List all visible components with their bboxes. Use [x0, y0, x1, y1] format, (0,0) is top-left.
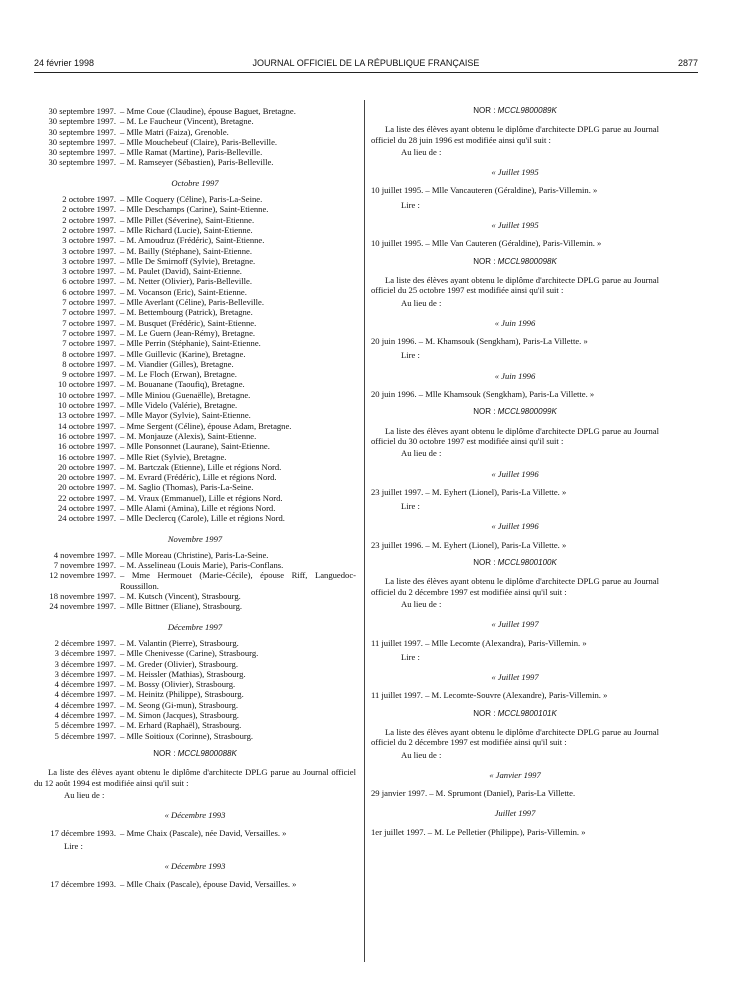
entry-text: – M. Kutsch (Vincent), Strasbourg. — [120, 591, 241, 602]
list-item: 23 juillet 1996. – M. Eyhert (Lionel), Paris-La Villette. » — [371, 539, 567, 550]
entry-date: 2 octobre 1997. — [62, 224, 116, 235]
list-item — [34, 256, 356, 266]
list-item — [34, 246, 356, 256]
list-item — [34, 659, 356, 669]
entry-date: 14 octobre 1997. — [58, 420, 116, 431]
entry-date: 2 octobre 1997. — [62, 204, 116, 215]
entry-date: 13 octobre 1997. — [58, 410, 116, 421]
entry-text: – Mlle Soitioux (Corinne), Strasbourg. — [120, 730, 254, 741]
entry-date: 10 octobre 1997. — [58, 400, 116, 411]
entry-date: 5 décembre 1997. — [54, 720, 116, 731]
entry-text: – M. Netter (Olivier), Paris-Belleville. — [120, 276, 252, 287]
amendment-paragraph: La liste des élèves ayant obtenu le diplôme d'architecte DPLG parue au Journal officiel du 25 octobre 1997 est modifiée ainsi qu'il suit : — [371, 274, 659, 296]
list-item — [34, 379, 356, 389]
au-lieu-de: Au lieu de : — [401, 146, 442, 157]
list-item — [34, 400, 356, 410]
list-item — [34, 472, 356, 482]
section-heading: « Juillet 1997 — [491, 672, 539, 683]
entry-date: 2 décembre 1997. — [54, 637, 116, 648]
list-item — [34, 679, 356, 689]
lire: Lire : — [401, 350, 420, 361]
entry-date: 2 octobre 1997. — [62, 214, 116, 225]
list-item — [34, 338, 356, 348]
entry-text: – M. Bailly (Stéphane), Saint-Etienne. — [120, 245, 252, 256]
list-item: 23 juillet 1997. – M. Eyhert (Lionel), Paris-La Villette. » — [371, 486, 567, 497]
list-item — [34, 194, 356, 204]
entry-text: – M. Saglio (Thomas), Paris-La-Seine. — [120, 482, 254, 493]
entry-date: 9 octobre 1997. — [62, 369, 116, 380]
entry-date: 4 décembre 1997. — [54, 679, 116, 690]
entry-text: – M. Bossy (Olivier), Strasbourg. — [120, 679, 236, 690]
list-item: 17 décembre 1993. – Mlle Chaix (Pascale), épouse David, Versailles. » — [50, 879, 297, 890]
entry-text: – Mlle Declercq (Carole), Lille et régions Nord. — [120, 513, 285, 524]
entry-text: – Mlle Riet (Sylvie), Bretagne. — [120, 451, 227, 462]
entry-date: 7 octobre 1997. — [62, 297, 116, 308]
au-lieu-de: Au lieu de : — [401, 598, 442, 609]
list-item — [34, 318, 356, 328]
list-item: 1er juillet 1997. – M. Le Pelletier (Philippe), Paris-Villemin. » — [371, 826, 586, 837]
list-item — [34, 215, 356, 225]
nor-reference: NOR : MCCL9800098K — [473, 256, 557, 266]
entry-date: 24 novembre 1997. — [49, 601, 116, 612]
header-rule — [34, 72, 698, 73]
nor-reference: NOR : MCCL9800089K — [473, 106, 557, 115]
entry-date: 30 septembre 1997. — [48, 136, 116, 147]
month-heading-november: Novembre 1997 — [167, 533, 223, 544]
month-heading-december: Décembre 1997 — [167, 621, 223, 632]
entry-text: – Mlle De Smirnoff (Sylvie), Bretagne. — [120, 255, 256, 266]
entry-text: – Mlle Deschamps (Carine), Saint-Etienne. — [120, 204, 269, 215]
list-item — [34, 648, 356, 658]
entry-text: – M. Bouanane (Taoufiq), Bretagne. — [120, 379, 245, 390]
entry-date: 4 décembre 1997. — [54, 699, 116, 710]
list-item — [34, 550, 356, 560]
month-heading-october: Octobre 1997 — [171, 177, 219, 188]
list-item — [34, 297, 356, 307]
entry-date: 3 décembre 1997. — [54, 648, 116, 659]
au-lieu-de: Au lieu de : — [401, 448, 442, 459]
entry-text: – M. Viandier (Gilles), Bretagne. — [120, 358, 234, 369]
au-lieu-de: Au lieu de : — [64, 789, 105, 800]
list-item — [34, 137, 356, 147]
section-heading: « Juillet 1996 — [491, 521, 539, 532]
entry-date: 3 octobre 1997. — [62, 235, 116, 246]
entry-text: – Mlle Coquery (Céline), Paris-La-Seine. — [120, 194, 263, 205]
entry-text: – M. Vraux (Emmanuel), Lille et régions Nord. — [120, 492, 283, 503]
entry-date: 3 décembre 1997. — [54, 658, 116, 669]
header-page-number: 2877 — [677, 58, 698, 68]
entry-date: 6 octobre 1997. — [62, 276, 116, 287]
entry-date: 7 octobre 1997. — [62, 338, 116, 349]
entry-text: – M. Heinitz (Philippe), Strasbourg. — [120, 689, 244, 700]
list-item — [34, 601, 356, 611]
lire: Lire : — [64, 840, 83, 851]
list-item — [34, 157, 356, 167]
december-list — [34, 638, 356, 741]
list-item: 20 juin 1996. – M. Khamsouk (Sengkham), Paris-La Villette. » — [371, 336, 588, 347]
entry-date: 7 novembre 1997. — [53, 560, 116, 571]
list-item — [34, 390, 356, 400]
list-item — [34, 482, 356, 492]
list-item: 10 juillet 1995. – Mlle Vancauteren (Géraldine), Paris-Villemin. » — [371, 185, 598, 196]
entry-date: 6 octobre 1997. — [62, 286, 116, 297]
list-item — [34, 410, 356, 420]
entry-date: 4 novembre 1997. — [53, 549, 116, 560]
entry-text: – M. Busquet (Frédéric), Saint-Etienne. — [120, 317, 257, 328]
entry-date: 24 octobre 1997. — [58, 513, 116, 524]
entry-text: – Mlle Miniou (Guenaëlle), Bretagne. — [120, 389, 251, 400]
amendment-paragraph: La liste des élèves ayant obtenu le diplôme d'architecte DPLG parue au Journal officiel du 2 décembre 1997 est modifiée ainsi qu'il suit : — [371, 726, 659, 748]
entry-date: 3 octobre 1997. — [62, 255, 116, 266]
entry-text: – Mlle Videlo (Valérie), Bretagne. — [120, 400, 238, 411]
list-item — [34, 359, 356, 369]
list-item: 11 juillet 1997. – Mlle Lecomte (Alexandra), Paris-Villemin. » — [371, 637, 587, 648]
entry-date: 5 décembre 1997. — [54, 730, 116, 741]
list-item — [34, 669, 356, 679]
list-item — [34, 700, 356, 710]
entry-date: 3 décembre 1997. — [54, 668, 116, 679]
entry-date: 7 octobre 1997. — [62, 307, 116, 318]
september-list — [34, 106, 356, 168]
entry-text: – M. Ramseyer (Sébastien), Paris-Belleville. — [120, 157, 274, 168]
entry-text: – M. Le Faucheur (Vincent), Bretagne. — [120, 116, 254, 127]
au-lieu-de: Au lieu de : — [401, 297, 442, 308]
entry-text: – Mme Sergent (Céline), épouse Adam, Bretagne. — [120, 420, 292, 431]
list-item — [34, 560, 356, 570]
entry-text: – M. Seong (Gi-mun), Strasbourg. — [120, 699, 239, 710]
entry-text: – M. Bartczak (Etienne), Lille et régions Nord. — [120, 461, 282, 472]
section-heading: « Juin 1996 — [494, 370, 536, 381]
entry-text: – M. Simon (Jacques), Strasbourg. — [120, 710, 239, 721]
list-item — [34, 731, 356, 741]
entry-date: 16 octobre 1997. — [58, 441, 116, 452]
list-item — [34, 116, 356, 126]
entry-text: – Mlle Mouchebeuf (Claire), Paris-Belleville. — [120, 136, 278, 147]
list-item — [34, 266, 356, 276]
entry-text: – M. Le Floch (Erwan), Bretagne. — [120, 369, 237, 380]
entry-date: 7 octobre 1997. — [62, 327, 116, 338]
entry-text: – Mlle Ramat (Martine), Paris-Belleville. — [120, 147, 263, 158]
list-item — [34, 452, 356, 462]
list-item — [34, 106, 356, 116]
entry-date: 30 septembre 1997. — [48, 116, 116, 127]
list-item: 20 juin 1996. – Mlle Khamsouk (Sengkham), Paris-La Villette. » — [371, 389, 595, 400]
list-item — [34, 710, 356, 720]
entry-date: 20 octobre 1997. — [58, 461, 116, 472]
entry-date: 30 septembre 1997. — [48, 126, 116, 137]
list-item: 17 décembre 1993. – Mme Chaix (Pascale), née David, Versailles. » — [50, 828, 287, 839]
au-lieu-de: Au lieu de : — [401, 749, 442, 760]
entry-date: 10 octobre 1997. — [58, 389, 116, 400]
amendment-paragraph: La liste des élèves ayant obtenu le diplôme d'architecte DPLG parue au Journal officiel du 30 octobre 1997 est modifiée ainsi qu'il suit : — [371, 425, 659, 446]
entry-date: 3 octobre 1997. — [62, 266, 116, 277]
entry-text: – M. Amoudruz (Frédéric), Saint-Etienne. — [120, 235, 265, 246]
list-item — [34, 225, 356, 235]
entry-text: – M. Greder (Olivier), Strasbourg. — [120, 658, 238, 669]
list-item — [34, 287, 356, 297]
entry-text: – Mlle Perrin (Stéphanie), Saint-Etienne. — [120, 338, 261, 349]
list-item — [34, 513, 356, 523]
list-item — [34, 431, 356, 441]
entry-date: 4 décembre 1997. — [54, 710, 116, 721]
list-item: 11 juillet 1997. – M. Lecomte-Souvre (Alexandre), Paris-Villemin. » — [371, 690, 608, 701]
list-item — [34, 127, 356, 137]
entry-date: 20 octobre 1997. — [58, 482, 116, 493]
list-item — [34, 349, 356, 359]
nor-reference: NOR : MCCL9800088K — [153, 748, 237, 758]
november-list — [34, 550, 356, 612]
lire: Lire : — [401, 651, 420, 662]
entry-text: – Mme Hermouet (Marie-Cécile), épouse Riff, Languedoc-Roussillon. — [120, 570, 356, 591]
entry-date: 3 octobre 1997. — [62, 245, 116, 256]
october-list — [34, 194, 356, 524]
amendment-paragraph: La liste des élèves ayant obtenu le diplôme d'architecte DPLG parue au Journal officiel du 28 juin 1996 est modifiée ainsi qu'il suit : — [371, 124, 659, 145]
entry-text: – Mlle Matri (Faiza), Grenoble. — [120, 126, 229, 137]
entry-text: – Mlle Pillet (Séverine), Saint-Etienne. — [120, 214, 255, 225]
section-heading: « Décembre 1993 — [164, 810, 226, 821]
entry-date: 20 octobre 1997. — [58, 472, 116, 483]
entry-date: 30 septembre 1997. — [48, 157, 116, 168]
entry-date: 30 septembre 1997. — [48, 106, 116, 116]
entry-text: – Mlle Chenivesse (Carine), Strasbourg. — [120, 648, 259, 659]
list-item — [34, 307, 356, 317]
entry-date: 22 octobre 1997. — [58, 492, 116, 503]
list-item — [34, 570, 356, 591]
list-item: 29 janvier 1997. – M. Sprumont (Daniel), Paris-La Villette. — [371, 788, 576, 799]
entry-text: – M. Monjauze (Alexis), Saint-Etienne. — [120, 430, 257, 441]
column-divider — [364, 100, 365, 962]
list-item — [34, 328, 356, 338]
entry-text: – Mlle Averlant (Céline), Paris-Belleville. — [120, 297, 264, 308]
section-heading: « Juillet 1997 — [491, 619, 539, 630]
amendment-paragraph: La liste des élèves ayant obtenu le diplôme d'architecte DPLG parue au Journal officiel du 12 août 1994 est modifiée ainsi qu'il suit : — [34, 767, 356, 788]
list-item — [34, 235, 356, 245]
section-heading: « Juillet 1995 — [491, 167, 539, 178]
entry-text: – M. Evrard (Frédéric), Lille et régions Nord. — [120, 472, 277, 483]
entry-text: – Mme Coue (Claudine), épouse Baguet, Bretagne. — [120, 106, 296, 116]
lire: Lire : — [401, 199, 420, 210]
page-header — [34, 58, 698, 72]
list-item — [34, 204, 356, 214]
entry-text: – M. Erhard (Raphaël), Strasbourg. — [120, 720, 242, 731]
list-item — [34, 369, 356, 379]
entry-text: – Mlle Mayor (Sylvie), Saint-Etienne. — [120, 410, 251, 421]
entry-text: – M. Asselineau (Louis Marie), Paris-Conflans. — [120, 560, 284, 571]
list-item — [34, 720, 356, 730]
section-heading: « Juin 1996 — [494, 317, 536, 328]
entry-date: 16 octobre 1997. — [58, 451, 116, 462]
nor-reference: NOR : MCCL9800099K — [473, 407, 557, 417]
entry-text: – Mlle Ponsonnet (Laurane), Saint-Etienne. — [120, 441, 270, 452]
amendment-paragraph: La liste des élèves ayant obtenu le diplôme d'architecte DPLG parue au Journal officiel du 2 décembre 1997 est modifiée ainsi qu'il suit : — [371, 576, 659, 597]
list-item — [34, 638, 356, 648]
entry-text: – Mlle Bittner (Eliane), Strasbourg. — [120, 601, 243, 612]
header-date: 24 février 1998 — [34, 58, 95, 68]
list-item — [34, 591, 356, 601]
entry-date: 18 novembre 1997. — [49, 591, 116, 602]
list-item — [34, 441, 356, 451]
lire: Lire : — [401, 501, 420, 512]
list-item — [34, 503, 356, 513]
entry-text: – Mlle Guillevic (Karine), Bretagne. — [120, 348, 246, 359]
section-heading: « Juillet 1995 — [491, 220, 539, 231]
entry-date: 10 octobre 1997. — [58, 379, 116, 390]
entry-date: 24 octobre 1997. — [58, 502, 116, 513]
list-item — [34, 276, 356, 286]
entry-text: – M. Vocanson (Eric), Saint-Etienne. — [120, 286, 247, 297]
entry-text: – M. Paulet (David), Saint-Etienne. — [120, 266, 242, 277]
list-item — [34, 147, 356, 157]
nor-reference: NOR : MCCL9800100K — [473, 558, 557, 568]
entry-date: 16 octobre 1997. — [58, 430, 116, 441]
list-item — [34, 689, 356, 699]
section-heading: « Juillet 1996 — [491, 468, 539, 479]
entry-text: – M. Heissler (Mathias), Strasbourg. — [120, 668, 246, 679]
right-column — [371, 106, 659, 841]
section-heading: Juillet 1997 — [494, 808, 536, 819]
entry-text: – Mlle Moreau (Christine), Paris-La-Seine. — [120, 549, 269, 560]
left-column — [34, 106, 356, 890]
section-heading: « Décembre 1993 — [164, 861, 226, 871]
entry-text: – Mlle Alami (Amina), Lille et régions Nord. — [120, 502, 276, 513]
entry-date: 30 septembre 1997. — [48, 147, 116, 158]
entry-date: 7 octobre 1997. — [62, 317, 116, 328]
list-item: 10 juillet 1995. – Mlle Van Cauteren (Géraldine), Paris-Villemin. » — [371, 238, 602, 249]
list-item — [34, 462, 356, 472]
header-title: JOURNAL OFFICIEL DE LA RÉPUBLIQUE FRANÇAISE — [252, 58, 480, 68]
list-item — [34, 493, 356, 503]
entry-text: – M. Le Guern (Jean-Rémy), Bretagne. — [120, 327, 256, 338]
entry-date: 8 octobre 1997. — [62, 348, 116, 359]
section-heading: « Janvier 1997 — [489, 769, 541, 780]
list-item — [34, 421, 356, 431]
entry-date: 8 octobre 1997. — [62, 358, 116, 369]
entry-date: 2 octobre 1997. — [62, 194, 116, 205]
entry-date: 12 novembre 1997. — [49, 570, 116, 581]
entry-date: 4 décembre 1997. — [54, 689, 116, 700]
entry-text: – M. Bettembourg (Patrick), Bretagne. — [120, 307, 253, 318]
entry-text: – M. Valantin (Pierre), Strasbourg. — [120, 637, 239, 648]
entry-text: – Mlle Richard (Lucie), Saint-Etienne. — [120, 224, 253, 235]
nor-reference: NOR : MCCL9800101K — [473, 708, 557, 718]
